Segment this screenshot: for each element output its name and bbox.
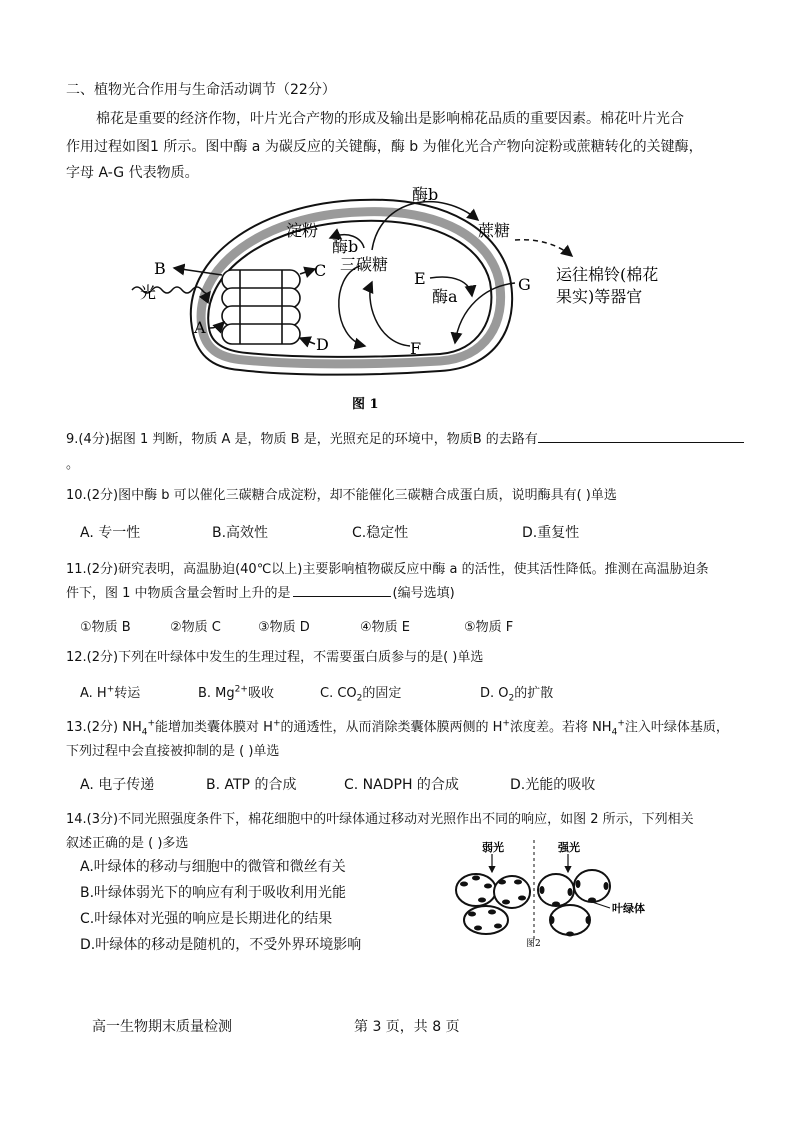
- label-G: G: [518, 275, 531, 294]
- q13-option-d[interactable]: D.光能的吸收: [510, 777, 596, 793]
- q13-option-c[interactable]: C. NADPH 的合成: [344, 777, 459, 793]
- footer-page-number: 第 3 页，共 8 页: [354, 1019, 460, 1035]
- q13-option-a[interactable]: A. 电子传递: [80, 777, 155, 793]
- label-enzyme-b-small: 酶b: [332, 237, 359, 256]
- q12-option-c[interactable]: C. $CO_2$的固定: [320, 686, 402, 704]
- label-F: F: [410, 339, 422, 358]
- label-C: C: [314, 261, 327, 280]
- q13-line-1: 13.(2分) $NH_4^+$能增加类囊体膜对 H+的通透性，从而消除类囊体膜两侧的 H+浓度差。若将 $NH_4^+$注入叶绿体基质，: [66, 718, 729, 738]
- label-triose: 三碳糖: [340, 255, 389, 274]
- label-A: A: [194, 318, 206, 337]
- label-B: B: [154, 259, 166, 278]
- q13-option-b[interactable]: B. ATP 的合成: [206, 777, 297, 793]
- label-chloroplast: 叶绿体: [612, 902, 645, 915]
- q14-line-1: 14.(3分)不同光照强度条件下，棉花细胞中的叶绿体通过移动对光照作出不同的响应，如图 2 所示，下列相关: [66, 812, 694, 827]
- q10-text: 10.(2分)图中酶 b 可以催化三碳糖合成淀粉，却不能催化三碳糖合成蛋白质，说明酶具有( )单选: [66, 488, 617, 503]
- label-enzyme-b-top: 酶b: [412, 185, 439, 204]
- q9-end: 。: [66, 457, 80, 472]
- label-transport-1: 运往棉铃(棉花: [556, 265, 659, 284]
- q13-line-2: 下列过程中会直接被抑制的是 ( )单选: [66, 744, 280, 759]
- q12-option-b[interactable]: B. $Mg^{2+}$吸收: [198, 684, 274, 701]
- figure-2-diagram: [452, 840, 652, 950]
- label-sucrose: 蔗糖: [478, 221, 511, 240]
- intro-line-2: 作用过程如图1 所示。图中酶 a 为碳反应的关键酶，酶 b 为催化光合产物向淀粉或蔗糖转化的关键酶，: [66, 139, 703, 155]
- q12-text: 12.(2分)下列在叶绿体中发生的生理过程，不需要蛋白质参与的是( )单选: [66, 650, 484, 665]
- q14-option-b[interactable]: B.叶绿体弱光下的响应有利于吸收利用光能: [80, 885, 347, 901]
- q11-option-1[interactable]: ①物质 B: [80, 620, 131, 635]
- intro-line-1: 棉花是重要的经济作物，叶片光合产物的形成及输出是影响棉花品质的重要因素。棉花叶片光合: [96, 111, 684, 127]
- q11-line-2: 件下，图 1 中物质含量会暂时上升的是 (编号选填): [66, 582, 455, 601]
- q14-line-2: 叙述正确的是 ( )多选: [66, 836, 189, 851]
- q10-option-c[interactable]: C.稳定性: [352, 525, 409, 541]
- q9-answer-blank[interactable]: [538, 429, 744, 443]
- label-starch: 淀粉: [286, 221, 319, 240]
- q11-line-1: 11.(2分)研究表明，高温胁迫(40℃以上)主要影响植物碳反应中酶 a 的活性，使其活性降低。推测在高温胁迫条: [66, 562, 709, 577]
- label-E: E: [414, 269, 426, 288]
- q11-option-2[interactable]: ②物质 C: [170, 620, 221, 635]
- strong-light-cells: [538, 870, 610, 935]
- q9-text: 9.(4分)据图 1 判断，物质 A 是，物质 B 是，光照充足的环境中，物质B 的去路有: [66, 428, 744, 447]
- q14-option-a[interactable]: A.叶绿体的移动与细胞中的微管和微丝有关: [80, 859, 346, 875]
- q12-option-a[interactable]: A. H+转运: [80, 684, 141, 701]
- label-weak-light: 弱光: [482, 841, 504, 854]
- intro-line-3: 字母 A-G 代表物质。: [66, 165, 199, 181]
- q14-option-d[interactable]: D.叶绿体的移动是随机的，不受外界环境影响: [80, 937, 362, 953]
- label-D: D: [316, 335, 329, 354]
- figure-1-diagram: [110, 178, 690, 418]
- q14-option-c[interactable]: C.叶绿体对光强的响应是长期进化的结果: [80, 911, 333, 927]
- q11-option-5[interactable]: ⑤物质 F: [464, 620, 514, 635]
- section-title: 二、植物光合作用与生命活动调节（22分）: [66, 82, 336, 98]
- thylakoid-stack: [222, 270, 300, 344]
- figure-1-caption: 图 1: [352, 397, 379, 412]
- q11-option-3[interactable]: ③物质 D: [258, 620, 310, 635]
- q10-option-b[interactable]: B.高效性: [212, 525, 269, 541]
- figure-2-caption: 图2: [526, 939, 541, 949]
- q10-option-a[interactable]: A. 专一性: [80, 525, 141, 541]
- footer-title: 高一生物期末质量检测: [92, 1019, 232, 1035]
- q11-option-4[interactable]: ④物质 E: [360, 620, 411, 635]
- label-strong-light: 强光: [558, 841, 580, 854]
- q10-option-d[interactable]: D.重复性: [522, 525, 580, 541]
- q12-option-d[interactable]: D. $O_2$的扩散: [480, 686, 554, 704]
- label-transport-2: 果实)等器官: [556, 287, 643, 306]
- label-enzyme-a: 酶a: [432, 287, 458, 306]
- label-light: 光: [140, 283, 157, 302]
- q11-answer-blank[interactable]: [293, 583, 391, 597]
- chloroplast-pointer: [592, 902, 610, 908]
- arrow-dashed-transport: [515, 240, 572, 256]
